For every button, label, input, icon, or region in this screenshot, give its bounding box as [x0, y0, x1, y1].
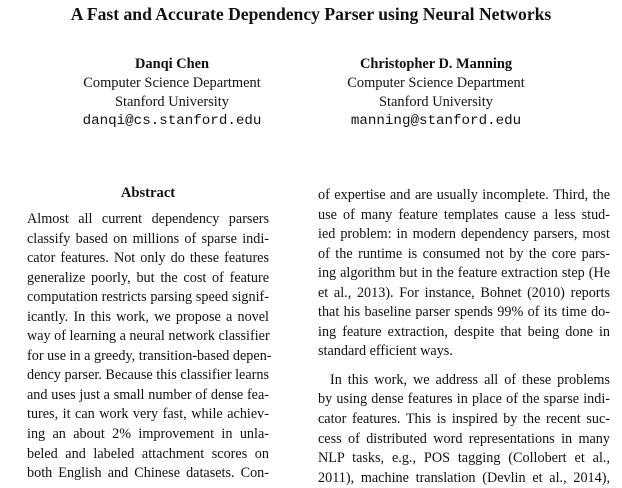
author-block-2 — [325, 55, 547, 131]
abstract-heading: Abstract — [120, 185, 176, 201]
right-column — [318, 186, 610, 488]
text-line: Almost all current dependency parsers — [27, 211, 269, 227]
text-line: ing feature extraction, despite that being done in — [318, 323, 610, 340]
text-line: icantly. In this work, we propose a novel — [27, 308, 269, 325]
text-line: NLP tasks, e.g., POS tagging (Collobert et al., — [318, 450, 610, 467]
abstract-body — [27, 210, 272, 484]
text-line: of the runtime is consumed not by the core pars- — [318, 245, 610, 262]
text-line: generalize poorly, but the cost of feature — [27, 269, 269, 286]
abstract-column — [27, 184, 272, 484]
text-line: standard efficient ways. — [318, 343, 453, 360]
author-department: Computer Science Department — [347, 75, 525, 91]
text-line: and uses just a small number of dense fea- — [27, 386, 269, 403]
text-line: of expertise and are usually incomplete. Third, the — [318, 187, 610, 203]
text-line: use of many feature templates cause a less stud- — [318, 206, 610, 223]
text-line: et al., 2013). For instance, Bohnet (2010) reports — [318, 284, 610, 301]
author-name: Christopher D. Manning — [359, 56, 513, 72]
text-line: cess of distributed word representations in many — [318, 430, 610, 447]
text-line: for use in a greedy, transition-based depen- — [27, 347, 272, 364]
text-line: cator features. Not only do these features — [27, 250, 269, 267]
text-line: beled and labeled attachment scores on — [27, 445, 269, 462]
author-department: Computer Science Department — [83, 75, 261, 91]
author-institution: Stanford University — [379, 94, 493, 110]
author-email: danqi@cs.stanford.edu — [82, 113, 262, 129]
text-line: tures, it can work very fast, while achiev- — [27, 406, 269, 423]
text-line: 2011), machine translation (Devlin et al., 2014), — [318, 469, 610, 486]
text-line: In this work, we address all of these problems — [330, 371, 610, 388]
body-paragraph — [318, 371, 610, 488]
paragraph-gap — [318, 362, 610, 371]
body-paragraph — [318, 186, 610, 362]
text-line: way of learning a neural network classifier — [27, 328, 270, 345]
author-email: manning@stanford.edu — [350, 113, 522, 129]
text-line: by using dense features in place of the sparse indi- — [318, 391, 610, 408]
text-line: ing algorithm but in the feature extraction step (He — [318, 265, 610, 282]
author-name: Danqi Chen — [135, 56, 209, 72]
text-line: dency parser. Because this classifier learns — [27, 367, 269, 384]
author-block-1 — [61, 55, 283, 131]
author-institution: Stanford University — [115, 94, 229, 110]
text-line: cator features. This is inspired by the recent suc- — [318, 411, 610, 428]
text-line: ing an about 2% improvement in unla- — [27, 426, 269, 443]
text-line: ied problem: in modern dependency parsers, most — [318, 226, 610, 243]
paper-title: A Fast and Accurate Dependency Parser using Neural Networks — [70, 4, 552, 24]
text-line: classify based on millions of sparse indi- — [27, 230, 269, 247]
text-line: that his baseline parser spends 99% of its time do- — [318, 304, 610, 321]
text-line: computation restricts parsing speed signif- — [27, 289, 269, 306]
text-line: both English and Chinese datasets. Con- — [27, 465, 269, 482]
